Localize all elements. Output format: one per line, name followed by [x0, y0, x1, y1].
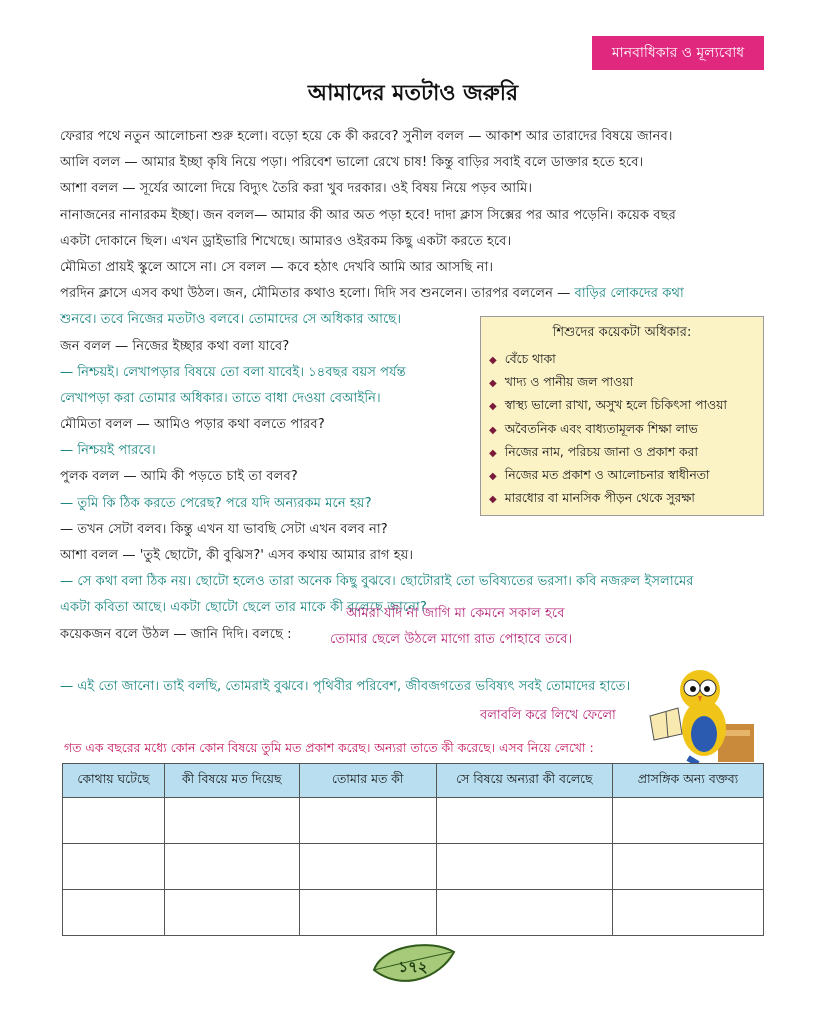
rights-item [489, 371, 759, 394]
text-line-teacher: — তুমি কি ঠিক করতে পেরেছ? পরে যদি অন্যরকম মনে হয়? [60, 495, 372, 511]
table-cell-blank[interactable] [164, 890, 299, 936]
table-cell-blank[interactable] [436, 890, 612, 936]
rights-list [481, 348, 763, 510]
diamond-bullet-icon: ◆ [489, 378, 497, 390]
rights-item-label: নিজের মত প্রকাশ ও আলোচনার স্বাধীনতা [504, 467, 710, 482]
text-line [60, 229, 766, 255]
rights-item [489, 487, 759, 510]
text-line [60, 176, 766, 202]
text-line [60, 255, 766, 281]
text-line-plain: — তখন সেটা বলব। কিন্তু এখন যা ভাবছি সেটা এখন বলব না? [60, 521, 388, 537]
text-line-plain: আলি বলল — আমার ইচ্ছা কৃষি নিয়ে পড়া। পরিবেশ ভালো রেখে চাষ! কিন্তু বাড়ির সবাই বলে ডাক্তার হতে হবে। [60, 155, 644, 171]
rights-item [489, 441, 759, 464]
diamond-bullet-icon: ◆ [489, 355, 497, 366]
table-column-header: প্রাসঙ্গিক অন্য বক্তব্য [613, 764, 764, 798]
rights-box [480, 316, 764, 516]
table-column-header: তোমার মত কী [299, 764, 436, 798]
text-line-teacher: — সে কথা বলা ঠিক নয়। ছোটো হলেও তারা অনেক কিছু বুঝবে। ছোটোরাই তো ভবিষ্যতের ভরসা। কবি নজরুল ইসলামের [60, 574, 694, 590]
text-line-plain: মৌমিতা বলল — আমিও পড়ার কথা বলতে পারব? [60, 417, 325, 433]
diamond-bullet-icon: ◆ [489, 447, 497, 459]
text-line-plain: নানাজনের নানারকম ইচ্ছা। জন বলল— আমার কী আর অত পড়া হবে! দাদা ক্লাস সিক্সের পর আর পড়েনি। কয়েক বছর [60, 207, 676, 223]
text-line [60, 124, 766, 150]
text-line [60, 281, 766, 307]
text-line [60, 203, 766, 229]
table-cell-blank[interactable] [613, 844, 764, 890]
table-cell-blank[interactable] [164, 798, 299, 844]
rights-box-title: শিশুদের কয়েকটা অধিকার: [552, 325, 692, 340]
page-title: আমাদের মতটাও জরুরি [307, 81, 519, 106]
rights-item-label: খাদ্য ও পানীয় জল পাওয়া [504, 375, 634, 390]
table-column-header: কী বিষয়ে মত দিয়েছ [164, 764, 299, 798]
table-header-row [63, 764, 764, 798]
text-line [60, 569, 766, 595]
diamond-bullet-icon: ◆ [489, 424, 497, 436]
text-line-plain: জন বলল — নিজের ইচ্ছার কথা বলা যাবে? [60, 338, 290, 354]
rights-item-label: নিজের নাম, পরিচয় জানা ও প্রকাশ করা [504, 444, 698, 459]
exercise-heading: বলাবলি করে লিখে ফেলো [480, 708, 616, 723]
diamond-bullet-icon: ◆ [489, 401, 497, 413]
section-tag: মানবাধিকার ও মূল্যবোধ [592, 36, 764, 70]
table-cell-blank[interactable] [299, 798, 436, 844]
diamond-bullet-icon: ◆ [489, 494, 497, 506]
poem-line-1: আমরা যদি না জাগি মা কেমনে সকাল হবে [346, 606, 565, 621]
table-cell-blank[interactable] [613, 890, 764, 936]
table-cell-blank[interactable] [436, 798, 612, 844]
text-line-teacher: একটা কবিতা আছে। একটা ছোটো ছেলে তার মাকে কী বলেছে জানো? [60, 600, 427, 616]
rights-item [489, 418, 759, 441]
text-line-plain: আশা বলল — 'তুই ছোটো, কী বুঝিস?' এসব কথায় আমার রাগ হয়। [60, 548, 414, 563]
text-line-plain: মৌমিতা প্রায়ই স্কুলে আসে না। সে বলল — কবে হঠাৎ দেখবি আমি আর আসছি না। [60, 259, 494, 275]
table-row [63, 798, 764, 844]
page-number: ১৭২ [398, 958, 428, 976]
text-line-plain: ফেরার পথে নতুন আলোচনা শুরু হলো। বড়ো হয়ে কে কী করবে? সুনীল বলল — আকাশ আর তারাদের বিষয়ে জানব। [60, 129, 673, 144]
text-line-plain: আশা বলল — সূর্যের আলো দিয়ে বিদ্যুৎ তৈরি করা খুব দরকার। ওই বিষয় নিয়ে পড়ব আমি। [60, 181, 533, 197]
rights-item [489, 348, 759, 371]
opinion-table [62, 763, 764, 936]
text-line-teacher: বাড়ির লোকদের কথা [574, 286, 684, 302]
text-line [60, 150, 766, 176]
table-cell-blank[interactable] [63, 844, 165, 890]
table-cell-blank[interactable] [164, 844, 299, 890]
rights-item-label: স্বাস্থ্য ভালো রাখা, অসুখ হলে চিকিৎসা পাওয়া [504, 398, 727, 413]
rights-item [489, 394, 759, 417]
rights-item [489, 464, 759, 487]
table-row [63, 844, 764, 890]
text-line-plain: কয়েকজন বলে উঠল — জানি দিদি। বলছে : [60, 626, 292, 642]
rights-item-label: বেঁচে থাকা [504, 352, 556, 366]
text-line-plain: পুলক বলল — আমি কী পড়তে চাই তা বলব? [60, 469, 298, 485]
table-cell-blank[interactable] [299, 890, 436, 936]
exercise-instruction: গত এক বছরের মধ্যে কোন কোন বিষয়ে তুমি মত প্রকাশ করেছ। অন্যরা তাতে কী করেছে। এসব নিয়ে লেখো : [64, 740, 594, 755]
table-row [63, 890, 764, 936]
owl-reading-illustration [648, 664, 760, 764]
text-line-teacher: — এই তো জানো। তাই বলছি, তোমরাই বুঝবে। পৃথিবীর পরিবেশ, জীবজগতের ভবিষ্যৎ সবই তোমাদের হাতে। [60, 678, 631, 694]
table-cell-blank[interactable] [613, 798, 764, 844]
rights-item-label: অবৈতনিক এবং বাধ্যতামূলক শিক্ষা লাভ [504, 421, 698, 436]
text-line [60, 517, 766, 543]
text-line-teacher: লেখাপড়া করা তোমার অধিকার। তাতে বাধা দেওয়া বেআইনি। [60, 390, 381, 406]
table-cell-blank[interactable] [436, 844, 612, 890]
text-line-plain: পরদিন ক্লাসে এসব কথা উঠল। জন, মৌমিতার কথাও হলো। দিদি সব শুনলেন। তারপর বললেন — [60, 286, 575, 302]
table-column-header: সে বিষয়ে অন্যরা কী বলেছে [436, 764, 612, 798]
table-cell-blank[interactable] [299, 844, 436, 890]
text-line-teacher: — নিশ্চয়ই পারবে। [60, 443, 156, 459]
rights-item-label: মারধোর বা মানসিক পীড়ন থেকে সুরক্ষা [504, 491, 695, 506]
table-cell-blank[interactable] [63, 890, 165, 936]
poem-line-2: তোমার ছেলে উঠলে মাগো রাত পোহাবে তবে। [330, 632, 573, 647]
text-line-teacher: শুনবে। তবে নিজের মতটাও বলবে। তোমাদের সে অধিকার আছে। [60, 312, 402, 328]
text-line-teacher: — নিশ্চয়ই। লেখাপড়ার বিষয়ে তো বলা যাবেই। ১৪বছর বয়স পর্যন্ত [60, 364, 406, 380]
diamond-bullet-icon: ◆ [489, 470, 497, 482]
table-column-header: কোথায় ঘটেছে [63, 764, 165, 798]
table-cell-blank[interactable] [63, 798, 165, 844]
text-line-plain: একটা দোকানে ছিল। এখন ড্রাইভারি শিখেছে। আমারও ওইরকম কিছু একটা করতে হবে। [60, 233, 512, 249]
text-line [60, 543, 766, 569]
